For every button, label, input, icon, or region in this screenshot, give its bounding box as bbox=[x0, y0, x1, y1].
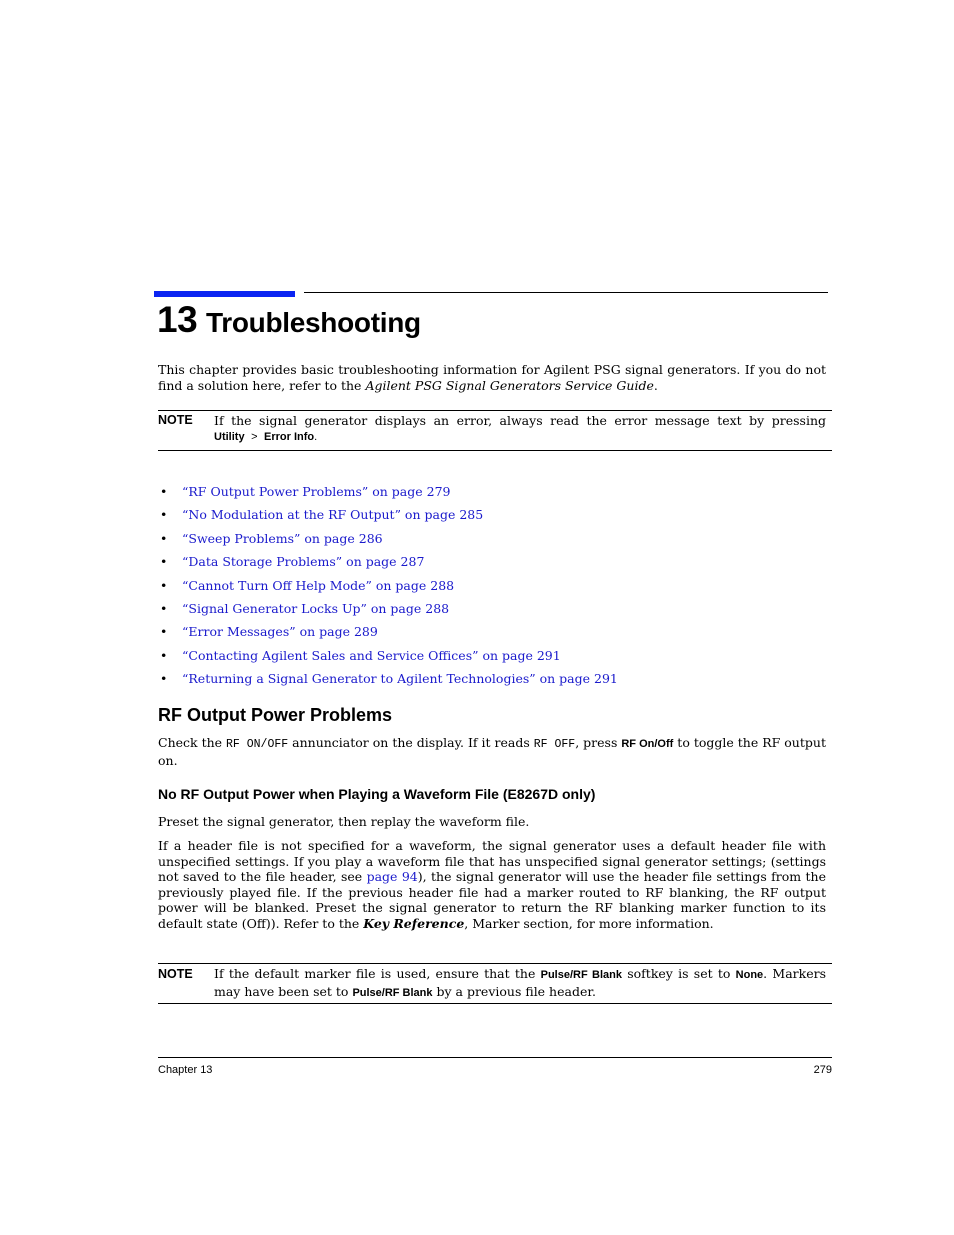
subsection-heading: No RF Output Power when Playing a Waveform File (E8267D only) bbox=[158, 786, 596, 802]
note-text: If the default marker file is used, ensure that the Pulse/RF Blank softkey is set to None. Markers may have been set to Pulse/RF Blank by a previous file header. bbox=[214, 966, 826, 999]
key-reference-title: Key Reference bbox=[363, 915, 465, 931]
subsection-paragraph-1: Preset the signal generator, then replay the waveform file. bbox=[158, 814, 530, 829]
page-94-link[interactable]: page 94 bbox=[366, 869, 418, 884]
toc-link[interactable]: “RF Output Power Problems” on page 279 bbox=[182, 484, 451, 499]
pulse-rf-blank-key: Pulse/RF Blank bbox=[352, 986, 433, 999]
rf-on-off-key: RF On/Off bbox=[621, 738, 674, 750]
annunciator-code: RF OFF bbox=[533, 738, 576, 751]
note-label: NOTE bbox=[158, 413, 193, 427]
none-key: None bbox=[735, 969, 764, 981]
footer-rule bbox=[158, 1057, 832, 1058]
toc-link[interactable]: “Signal Generator Locks Up” on page 288 bbox=[182, 600, 450, 616]
note-text: If the signal generator displays an error, always read the error message text by pressing bbox=[214, 413, 826, 428]
error-info-key: Error Info bbox=[264, 431, 315, 443]
chapter-accent-bar bbox=[154, 291, 295, 297]
toc-link[interactable]: “Cannot Turn Off Help Mode” on page 288 bbox=[182, 577, 455, 593]
chapter-title: Troubleshooting bbox=[206, 307, 421, 338]
intro-paragraph: This chapter provides basic troubleshooting information for Agilent PSG signal generators. If you do not find a solution here, refer to the Agilent PSG Signal Generators Service Guide. bbox=[158, 362, 826, 393]
note-bottom-rule bbox=[158, 1003, 832, 1004]
note-label: NOTE bbox=[158, 967, 193, 981]
intro-text: This chapter provides basic troubleshooting information for Agilent PSG signal generators. If you do not find a solution here, refer to the bbox=[158, 362, 826, 393]
footer-page-number: 279 bbox=[813, 1064, 832, 1076]
section-heading: RF Output Power Problems bbox=[158, 705, 393, 725]
note-top-rule bbox=[158, 963, 832, 964]
chapter-header-rule bbox=[304, 292, 828, 293]
footer-chapter: Chapter 13 bbox=[158, 1064, 213, 1076]
note-bottom-rule bbox=[158, 450, 832, 451]
pulse-rf-blank-key: Pulse/RF Blank bbox=[540, 969, 622, 981]
chapter-number: 13 bbox=[157, 299, 198, 340]
service-guide-title: Agilent PSG Signal Generators Service Guide bbox=[365, 377, 654, 393]
utility-key: Utility bbox=[214, 431, 245, 443]
toc-link[interactable]: “Returning a Signal Generator to Agilent Technologies” on page 291 bbox=[182, 671, 618, 687]
toc-link[interactable]: “Contacting Agilent Sales and Service Offices” on page 291 bbox=[182, 647, 561, 663]
toc-link[interactable]: “Error Messages” on page 289 bbox=[182, 624, 378, 640]
note-top-rule bbox=[158, 410, 832, 411]
note-key-path: Utility > Error Info. bbox=[214, 431, 318, 443]
annunciator-code: RF ON/OFF bbox=[226, 738, 289, 751]
subsection-paragraph-2: If a header file is not specified for a waveform, the signal generator uses a default header file with unspecified settings. If you play a waveform file that has unspecified signal generator settings; (settings not saved to the file header, see page 94), the signal generator will use the header file settings from the previously played file. If the previous header file had a marker routed to RF blanking, the RF output power will be blanked. Preset the signal generator to return the RF blanking marker function to its default state (Off)). Refer to the Key Reference, Marker section, for more information. bbox=[158, 838, 826, 931]
section-paragraph: Check the RF ON/OFF annunciator on the display. If it reads RF OFF, press RF On/Off to toggle the RF output on. bbox=[158, 735, 826, 768]
toc-link[interactable]: “Sweep Problems” on page 286 bbox=[182, 530, 383, 546]
toc-link[interactable]: “No Modulation at the RF Output” on page 285 bbox=[182, 507, 484, 523]
toc-link[interactable]: “Data Storage Problems” on page 287 bbox=[182, 554, 425, 570]
